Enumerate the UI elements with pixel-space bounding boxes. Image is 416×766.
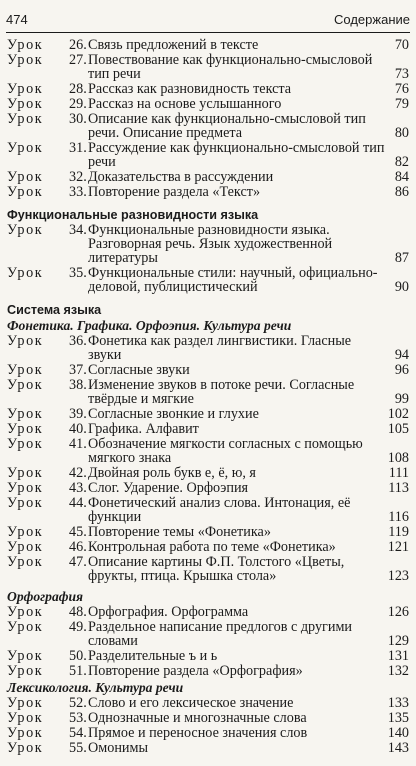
toc-entry[interactable]: Урок 35. Функциональные стили: научный, официально-деловой, публицистический 90 [7,265,409,295]
toc-entry[interactable]: Урок 33. Повторение раздела «Текст» 86 [7,184,409,200]
toc-entry[interactable]: Урок 28. Рассказ как разновидность текста 76 [7,81,409,97]
section-heading: Функциональные разновидности языка [7,208,259,222]
running-header [6,6,410,33]
toc-entry[interactable]: Урок 30. Описание как функционально-смысловой тип речи. Описание предмета 80 [7,111,409,141]
toc-entry[interactable]: Урок 29. Рассказ на основе услышанного 79 [7,96,409,112]
toc-entry[interactable]: Урок 53. Однозначные и многозначные слова 135 [7,710,409,726]
toc-entry[interactable]: Урок 31. Рассуждение как функционально-смысловой тип речи 82 [7,140,409,170]
subsection-heading: Лексикология. Культура речи [7,680,184,695]
toc-entry[interactable]: Урок 42. Двойная роль букв е, ё, ю, я 111 [7,465,409,481]
toc-entry[interactable]: Урок 52. Слово и его лексическое значение 133 [7,695,409,711]
subsection-heading: Орфография [7,589,84,604]
toc-entry[interactable]: Урок 32. Доказательства в рассуждении 84 [7,169,409,185]
toc-entry[interactable]: Урок 26. Связь предложений в тексте 70 [7,37,409,53]
toc-entry[interactable]: Урок 50. Разделительные ъ и ь 131 [7,648,409,664]
page-number: 474 [6,12,28,27]
toc-entry[interactable]: Урок 55. Омонимы 143 [7,740,409,756]
table-of-contents [7,38,409,755]
toc-entry[interactable]: Урок 39. Согласные звонкие и глухие 102 [7,406,409,422]
toc-entry[interactable]: Урок 49. Раздельное написание предлогов с другими словами 129 [7,619,409,649]
toc-entry[interactable]: Урок 47. Описание картины Ф.П. Толстого «Цветы, фрукты, птица. Крышка стола» 123 [7,554,409,584]
toc-entry[interactable]: Урок 48. Орфография. Орфограмма 126 [7,604,409,620]
toc-entry[interactable]: Урок 34. Функциональные разновидности языка. Разговорная речь. Язык художественной литературы 87 [7,222,409,266]
toc-entry[interactable]: Урок 40. Графика. Алфавит 105 [7,421,409,437]
toc-entry[interactable]: Урок 37. Согласные звуки 96 [7,362,409,378]
toc-entry[interactable]: Урок 51. Повторение раздела «Орфография» 132 [7,663,409,679]
subsection-heading: Фонетика. Графика. Орфоэпия. Культура речи [7,318,292,333]
toc-entry[interactable]: Урок 27. Повествование как функционально-смысловой тип речи 73 [7,52,409,82]
toc-entry[interactable]: Урок 43. Слог. Ударение. Орфоэпия 113 [7,480,409,496]
toc-entry[interactable]: Урок 38. Изменение звуков в потоке речи. Согласные твёрдые и мягкие 99 [7,377,409,407]
section-heading: Система языка [7,303,102,317]
toc-entry[interactable]: Урок 54. Прямое и переносное значения слов 140 [7,725,409,741]
toc-entry[interactable]: Урок 36. Фонетика как раздел лингвистики. Гласные звуки 94 [7,333,409,363]
toc-entry[interactable]: Урок 41. Обозначение мягкости согласных с помощью мягкого знака 108 [7,436,409,466]
section-title: Содержание [334,12,410,27]
toc-entry[interactable]: Урок 45. Повторение темы «Фонетика» 119 [7,524,409,540]
toc-entry[interactable]: Урок 44. Фонетический анализ слова. Интонация, её функции 116 [7,495,409,525]
toc-entry[interactable]: Урок 46. Контрольная работа по теме «Фонетика» 121 [7,539,409,555]
